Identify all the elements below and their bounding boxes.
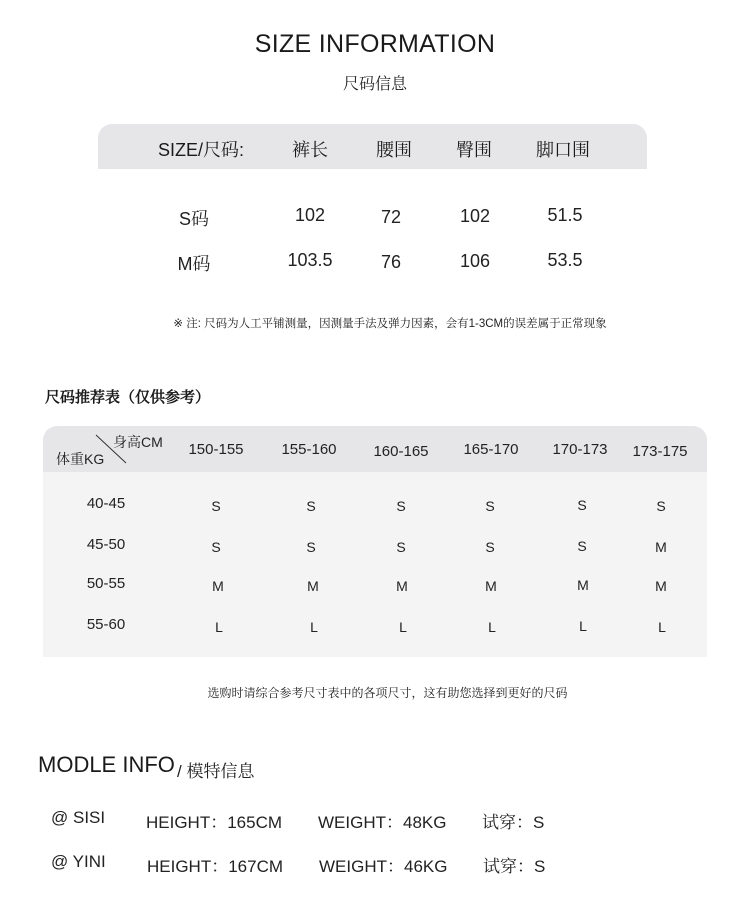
size-cell: 102 xyxy=(459,206,491,226)
recommend-table-title: 尺码推荐表（仅供参考） xyxy=(45,389,211,406)
size-recommendation-cell: M xyxy=(577,577,589,593)
size-cell: 51.5 xyxy=(547,205,583,225)
model-fitting-size: 试穿：S xyxy=(483,857,546,876)
height-col-header: 160-165 xyxy=(373,443,429,460)
height-col-header: 155-160 xyxy=(281,441,337,458)
size-recommendation-cell: M xyxy=(485,578,497,594)
size-cell: 103.5 xyxy=(287,250,333,270)
size-recommendation-cell: L xyxy=(310,619,318,635)
size-recommendation-cell: L xyxy=(579,618,587,634)
size-cell: S码 xyxy=(178,209,210,229)
size-recommendation-cell: S xyxy=(485,498,495,514)
weight-row-header: 40-45 xyxy=(86,495,126,512)
size-recommendation-cell: M xyxy=(307,578,319,594)
model-fitting-size: 试穿：S xyxy=(482,813,545,832)
size-recommendation-cell: S xyxy=(485,539,495,555)
size-recommendation-cell: L xyxy=(658,619,666,635)
size-cell: 53.5 xyxy=(547,250,583,270)
size-recommendation-cell: L xyxy=(215,619,223,635)
size-selection-tip: 选购时请综合参考尺寸表中的各项尺寸，这有助您选择到更好的尺码 xyxy=(207,686,568,700)
model-info-subtitle: / 模特信息 xyxy=(177,762,255,781)
model-height: HEIGHT：165CM xyxy=(146,813,283,832)
size-recommendation-cell: S xyxy=(306,539,316,555)
size-recommendation-cell: S xyxy=(577,497,587,513)
waist-col-header: 腰围 xyxy=(376,140,412,160)
weight-corner-label: 体重KG xyxy=(56,451,105,467)
model-height: HEIGHT：167CM xyxy=(147,857,284,876)
model-weight: WEIGHT：48KG xyxy=(318,813,447,832)
model-info-title: MODLE INFO xyxy=(38,752,175,777)
model-name: @ YINI xyxy=(51,852,106,871)
size-cell: 102 xyxy=(294,205,326,225)
hip-col-header: 臀围 xyxy=(456,140,492,160)
recommend-table-body xyxy=(43,472,707,657)
weight-row-header: 55-60 xyxy=(86,616,126,633)
size-recommendation-cell: L xyxy=(399,619,407,635)
size-cell: 72 xyxy=(380,207,402,227)
size-recommendation-cell: S xyxy=(656,498,666,514)
size-recommendation-cell: S xyxy=(306,498,316,514)
size-recommendation-cell: S xyxy=(577,538,587,554)
size-recommendation-cell: S xyxy=(396,539,406,555)
size-cell: M码 xyxy=(177,254,211,274)
page-title: SIZE INFORMATION xyxy=(254,30,496,58)
measurement-note: ※ 注: 尺码为人工平铺测量，因测量手法及弹力因素，会有1-3CM的误差属于正常现象 xyxy=(173,318,607,330)
height-col-header: 150-155 xyxy=(188,441,244,458)
model-weight: WEIGHT：46KG xyxy=(319,857,448,876)
size-col-header: SIZE/尺码: xyxy=(157,140,245,160)
size-recommendation-cell: M xyxy=(655,578,667,594)
size-recommendation-cell: S xyxy=(211,539,221,555)
size-cell: 106 xyxy=(459,251,491,271)
model-name: @ SISI xyxy=(51,808,106,827)
weight-row-header: 50-55 xyxy=(86,575,126,592)
size-recommendation-cell: M xyxy=(396,578,408,594)
size-recommendation-cell: S xyxy=(396,498,406,514)
height-col-header: 173-175 xyxy=(632,443,688,460)
height-corner-label: 身高CM xyxy=(113,434,163,450)
length-col-header: 裤长 xyxy=(292,140,328,160)
weight-row-header: 45-50 xyxy=(86,536,126,553)
leg-opening-col-header: 脚口围 xyxy=(536,140,590,160)
page-subtitle: 尺码信息 xyxy=(342,76,407,93)
height-col-header: 165-170 xyxy=(463,441,519,458)
size-recommendation-cell: M xyxy=(655,539,667,555)
size-recommendation-cell: M xyxy=(212,578,224,594)
size-recommendation-cell: L xyxy=(488,619,496,635)
size-cell: 76 xyxy=(380,252,402,272)
size-recommendation-cell: S xyxy=(211,498,221,514)
height-col-header: 170-173 xyxy=(552,441,608,458)
